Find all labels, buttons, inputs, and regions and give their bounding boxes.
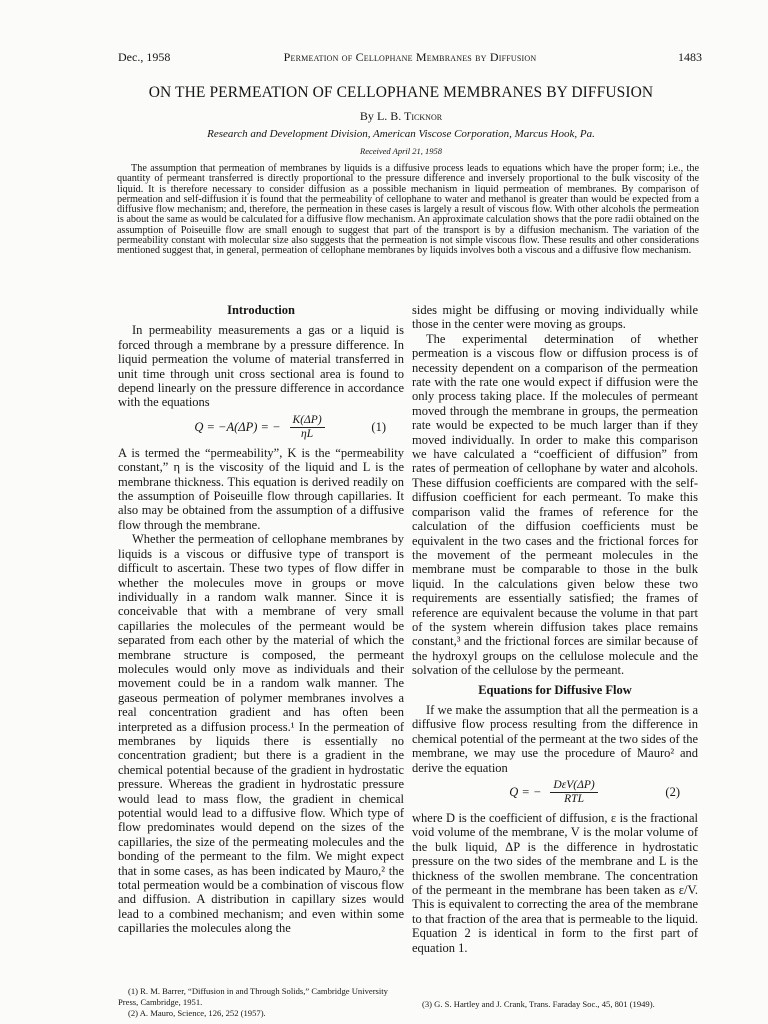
- paragraph: Whether the permeation of cellophane membranes by liquids is a viscous or diffusive type of transport is difficult to ascertain. These two types of flow differ in whether the molecules move in groups or move individually in a random walk manner. Since it is conceivable that with a membrane of very small capillaries the molecules of the permeant would be separated from each other by the material of which the membrane structure is composed, the permeant molecules would only move as individuals and their movement could be in a random walk manner. The gaseous permeation of polymer membranes involves a real concentration gradient and has often been interpreted as a diffusion process.¹ In the permeation of membranes by liquids there is essentially no concentration gradient; but there is a gradient in the chemical potential because of the gradient in hydrostatic pressure. Whereas the gradient in hydrostatic pressure would lead to mass flow, the gradient in chemical potential would lead to a diffusive flow. Which type of flow predominates would depend on the sizes of the capillaries, the size of the permeating molecules and the bonding of the permeant to the film. We might expect that in some cases, as has been indicated by Mauro,² the total permeation would be a combination of viscous flow and diffusion. A distribution in capillary sizes would lead to a combined mechanism; and even within some capillaries the molecules along the: [118, 532, 404, 936]
- equation-2: [412, 779, 698, 806]
- paragraph: In permeability measurements a gas or a liquid is forced through a membrane by a pressure difference. In liquid permeation the volume of material transferred in unit time through unit cross sectional area is found to depend linearly on the pressure difference in accordance with the equations: [118, 323, 404, 410]
- byline: [100, 109, 702, 124]
- running-header: [118, 50, 702, 66]
- paragraph: The experimental determination of whether permeation is a viscous flow or diffusion process is of necessity dependent on a comparison of the permeation rate with the rate one would expect if diffusion were the only process taking place. If the molecules of permeant moved through the membrane in groups, the permeation rate would be expected to be much larger than if they moved individually. In order to make this comparison we have calculated a “coefficient of diffusion” from rates of permeation of cellophane by water and alcohols. These diffusion coefficients are compared with the self-diffusion coefficient for each permeant. To make this comparison valid the frames of reference for the calculation of the diffusion coefficients must be equivalent in the two cases and the frictional forces for the movement of the permeant molecules in the membrane must be comparable to those in the bulk liquid. In the calculations given below these two requirements are essentially satisfied; the frames of reference are equivalent because the volume in that part of the system wherein diffusion takes place remains constant,³ and the frictional forces are similar because of the hydroxyl groups on the cellulose molecule and the solvation of the cellulose by the permeant.: [412, 331, 698, 678]
- page-number: 1483: [678, 50, 702, 64]
- fraction-denominator: ηL: [301, 427, 314, 440]
- equation-lhs: Q = −: [509, 785, 542, 800]
- issue-date: Dec., 1958: [118, 50, 171, 64]
- footnote: (2) A. Mauro, Science, 126, 252 (1957).: [128, 1008, 266, 1018]
- footnote: (1) R. M. Barrer, “Diffusion in and Through Solids,” Cambridge University Press, Cambridge, 1951.: [118, 986, 388, 1007]
- received-date: Received April 21, 1958: [360, 146, 442, 156]
- fraction-denominator: RTL: [564, 793, 584, 805]
- equation-fraction: [290, 414, 325, 441]
- paragraph: sides might be diffusing or moving individually while those in the center were moving as groups.: [412, 303, 698, 332]
- equation-lhs: Q = −A(ΔP) = −: [194, 420, 281, 435]
- paragraph: A is termed the “permeability”, K is the “permeability constant,” η is the viscosity of the liquid and L is the membrane thickness. This equation is derived readily on the assumption of Poiseuille flow through capillaries. It also may be obtained from the assumption of a diffusive flow through the membrane.: [118, 445, 404, 532]
- section-heading-introduction: Introduction: [227, 303, 295, 317]
- paragraph: If we make the assumption that all the permeation is a diffusive flow process resulting from the difference in chemical potential of the permeant at the two sides of the membrane, we may use the procedure of Mauro² and derive the equation: [412, 702, 699, 775]
- fraction-numerator: DεV(ΔP): [550, 779, 597, 793]
- left-column: [118, 303, 404, 936]
- paragraph: where D is the coefficient of diffusion, ε is the fractional void volume of the membrane, V is the molar volume of the bulk liquid, ΔP is the difference in hydrostatic pressure on the two sides of the membrane and L is the thickness of the swollen membrane. The concentration of the permeant in the membrane has been taken as ε/V. This is equivalent to correcting the area of the membrane to that fraction of the area that is permeable to the liquid. Equation 2 is identical in form to the first part of equation 1.: [412, 811, 698, 955]
- abstract: [117, 164, 699, 257]
- equation-number: (2): [665, 785, 680, 800]
- right-column: [412, 303, 698, 955]
- abstract-text: The assumption that permeation of membranes by liquids is a diffusive process leads to equations which have the proper form; i.e., the quantity of permeant transferred is directly proportional to the pressure difference and inversely proportional to the bulk viscosity of the liquid. It is therefore necessary to consider diffusion as a possible mechanism in liquid permeation of membranes. By comparison of permeation and self-diffusion it is found that the permeability of cellophane to water and methanol is greater than would be expected from a diffusive flow mechanism; and, therefore, the permeation in these cases is largely a result of viscous flow. With other alcohols the permeation is about the same as would be calculated for a diffusive flow mechanism. An approximate calculation shows that the pore radii obtained on the assumption of Poiseuille flow are small enough to suggest that part of the transport is by a diffusion mechanism. The variation of the permeability constant with molecular size also suggests that the permeation is not simple viscous flow. These results and other considerations mentioned suggest that, in general, permeation of cellophane membranes by liquids involves both a viscous and a diffusive flow mechanism.: [117, 163, 699, 257]
- author-name: L. B. Ticknor: [376, 109, 443, 123]
- footnotes-right: [412, 999, 698, 1010]
- section-heading-diffusive-flow: Equations for Diffusive Flow: [478, 682, 632, 697]
- fraction-numerator: K(ΔP): [290, 414, 325, 428]
- equation-number: (1): [371, 420, 386, 435]
- byline-prefix: By: [359, 109, 374, 123]
- equation-1: [118, 414, 404, 441]
- equation-fraction: [550, 779, 597, 806]
- running-title: Permeation of Cellophane Membranes by Diffusion: [283, 50, 537, 64]
- footnotes-left: [118, 986, 404, 1019]
- affiliation: Research and Development Division, American Viscose Corporation, Marcus Hook, Pa.: [207, 128, 595, 140]
- footnote: (3) G. S. Hartley and J. Crank, Trans. Faraday Soc., 45, 801 (1949).: [422, 999, 655, 1009]
- article-title: ON THE PERMEATION OF CELLOPHANE MEMBRANES BY DIFFUSION: [148, 84, 654, 101]
